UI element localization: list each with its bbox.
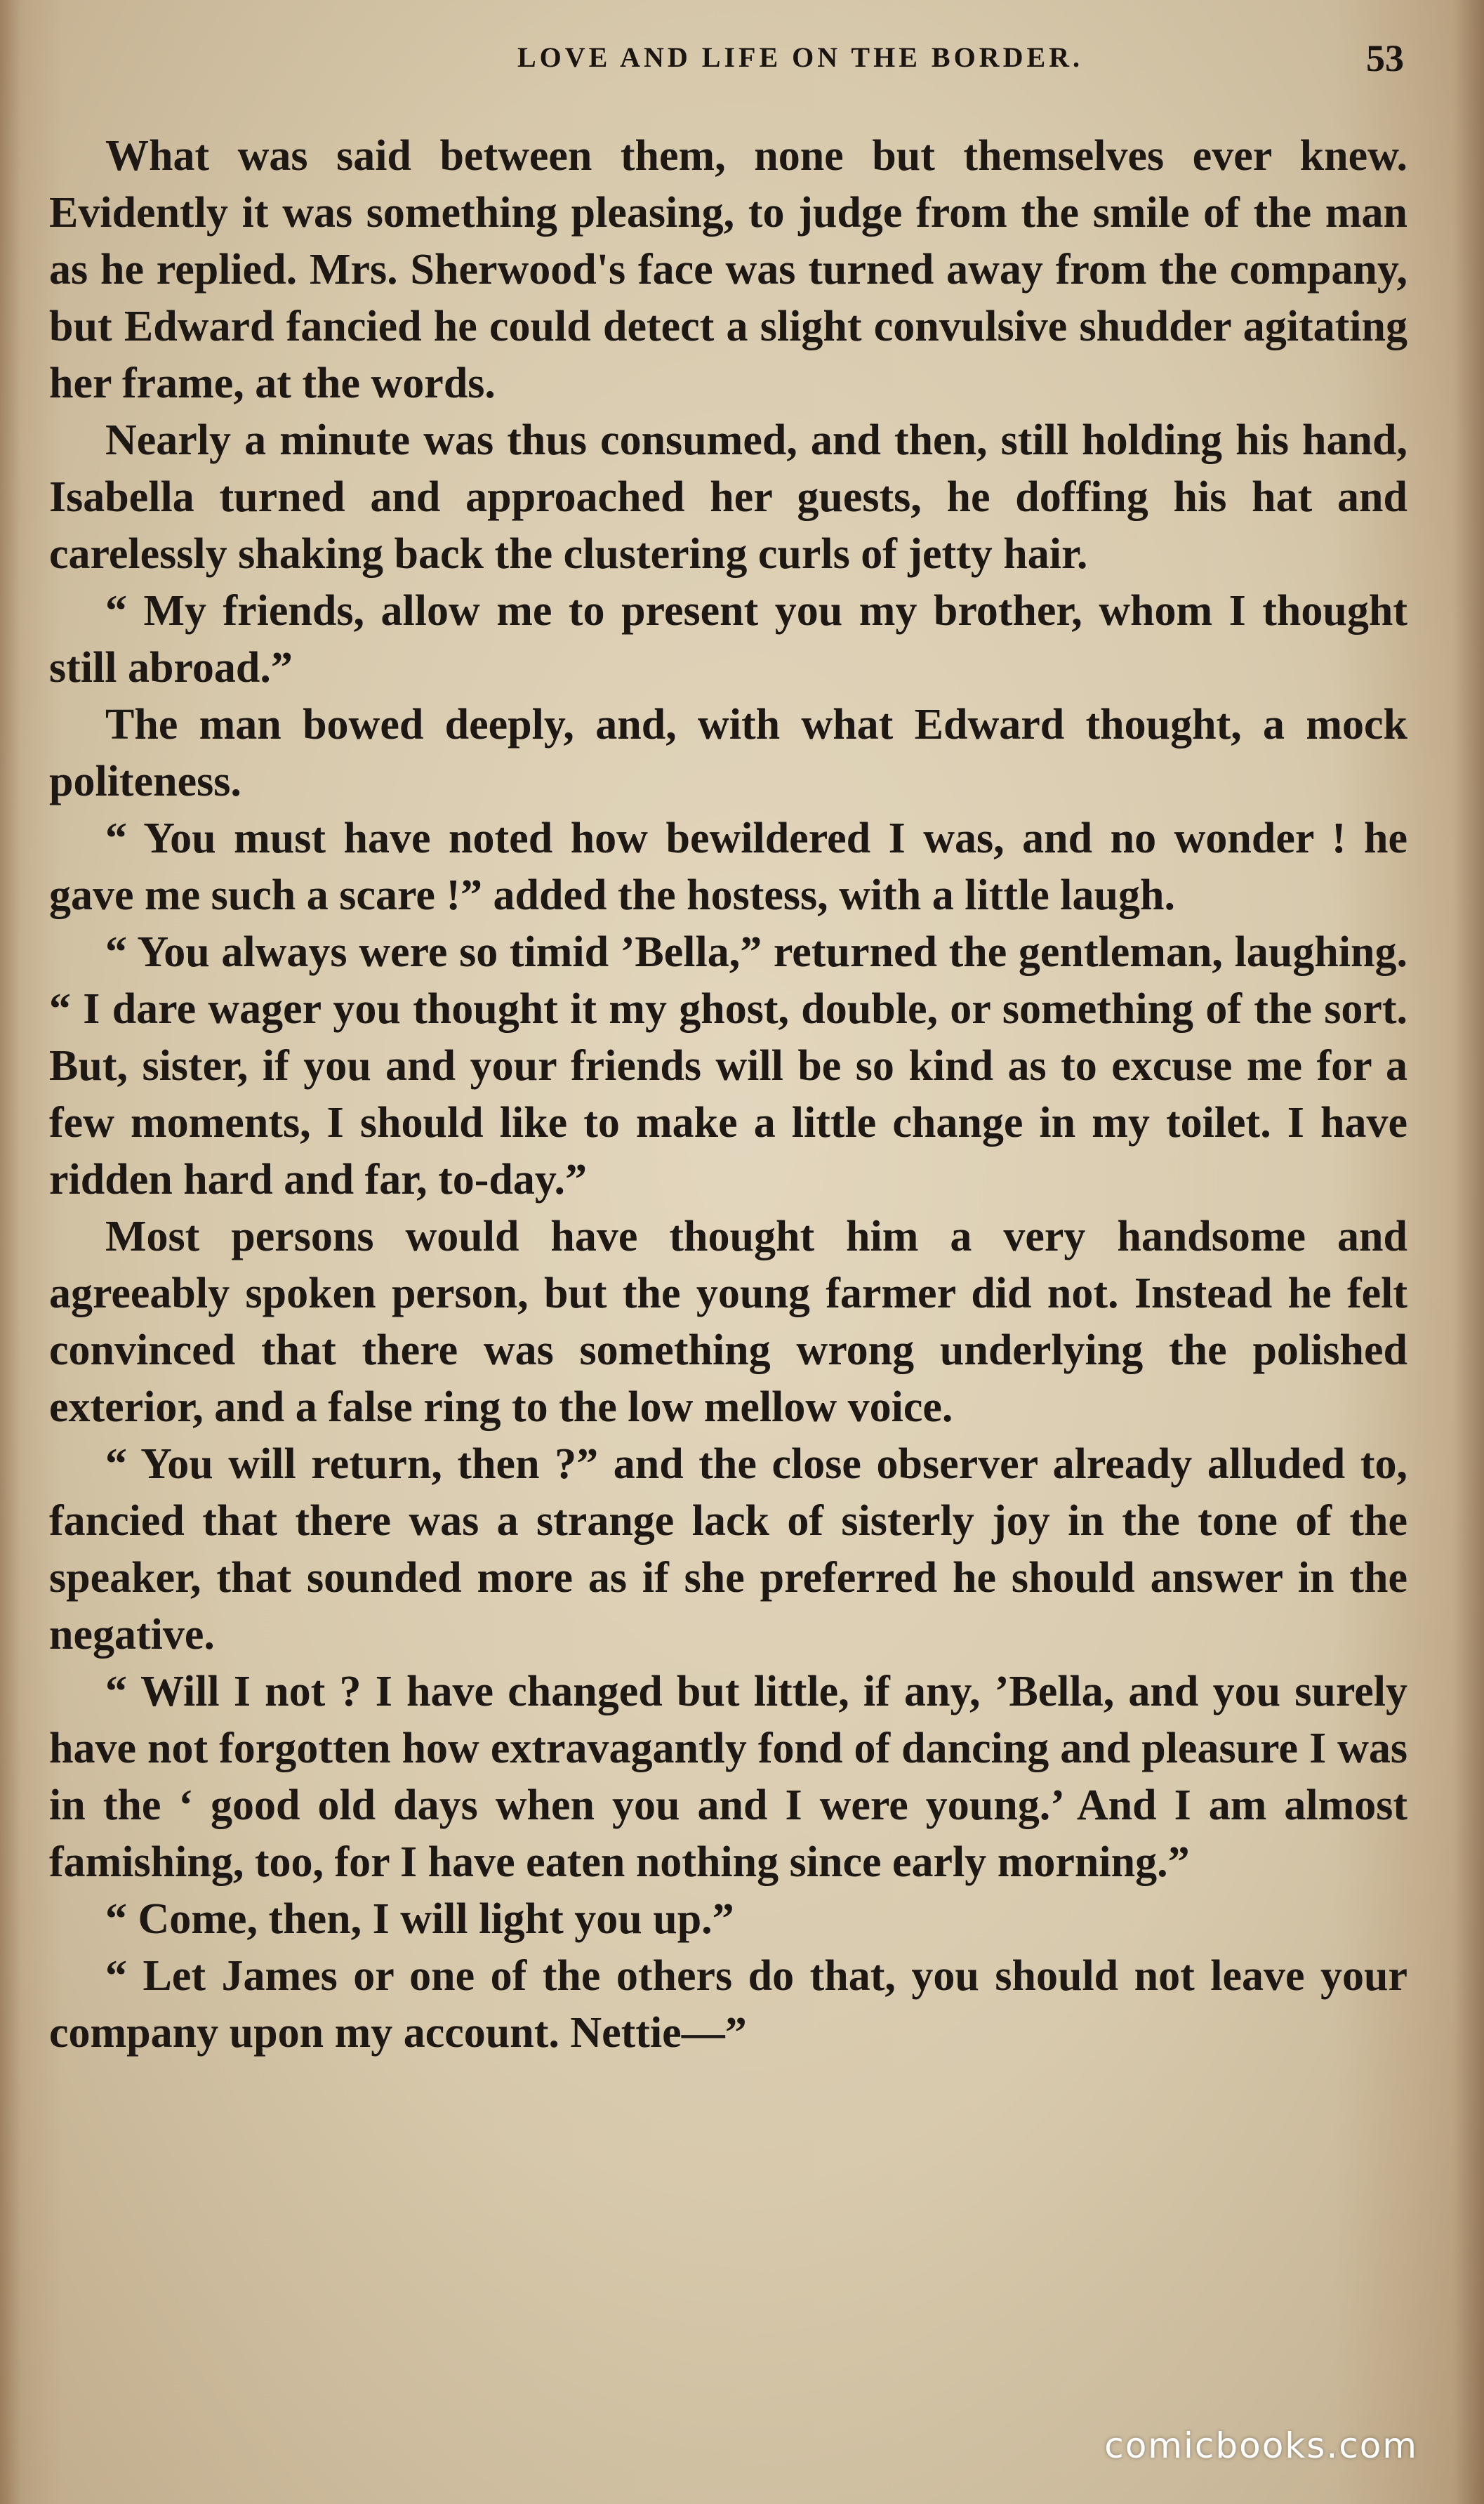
paragraph: “ You must have noted how bewildered I was, and no wonder ! he gave me such a scare !” added the hostess, with a little laugh. — [49, 815, 1407, 919]
body-text — [49, 128, 1407, 2062]
paragraph: What was said between them, none but themselves ever knew. Evidently it was something pleasing, to judge from the smile of the man as he replied. Mrs. Sherwood's face was turned away from the company, but Edward fancied he could detect a slight convulsive shudder agitating her frame, at the words. — [49, 132, 1407, 407]
watermark: comicbooks.com — [1104, 2425, 1418, 2466]
paragraph: The man bowed deeply, and, with what Edward thought, a mock politeness. — [49, 701, 1407, 805]
paragraph: “ Let James or one of the others do that, you should not leave your company upon my account. Nettie—” — [49, 1952, 1407, 2057]
paragraph: Most persons would have thought him a very handsome and agreeably spoken person, but the young farmer did not. Instead he felt convinced that there was something wrong underlying the polished exterior, and a false ring to the low mellow voice. — [49, 1213, 1407, 1431]
paragraph: Nearly a minute was thus consumed, and then, still holding his hand, Isabella turned and approached her guests, he doffing his hat and carelessly shaking back the clustering curls of jetty hair. — [49, 416, 1407, 578]
paragraph: “ Will I not ? I have changed but little, if any, ’Bella, and you surely have not forgotten how extravagantly fond of dancing and pleasure I was in the ‘ good old days when you and I were young.’ And I am almost famishing, too, for I have eaten nothing since early morning.” — [49, 1668, 1407, 1886]
paragraph: “ You always were so timid ’Bella,” returned the gentleman, laughing. “ I dare wager you thought it my ghost, double, or something of the sort. But, sister, if you and your friends will be so kind as to excuse me for a few moments, I should like to make a little change in my toilet. I have ridden hard and far, to-day.” — [49, 928, 1407, 1204]
running-head: LOVE AND LIFE ON THE BORDER. — [517, 41, 1084, 73]
paragraph: “ My friends, allow me to present you my brother, whom I thought still abroad.” — [49, 587, 1407, 692]
page-header — [105, 37, 1404, 90]
paragraph: “ Come, then, I will light you up.” — [105, 1895, 734, 1943]
page-number: 53 — [1366, 37, 1404, 79]
paragraph: “ You will return, then ?” and the close observer already alluded to, fancied that there was a strange lack of sisterly joy in the tone of the speaker, that sounded more as if she preferred he should answer in the negative. — [49, 1440, 1407, 1659]
